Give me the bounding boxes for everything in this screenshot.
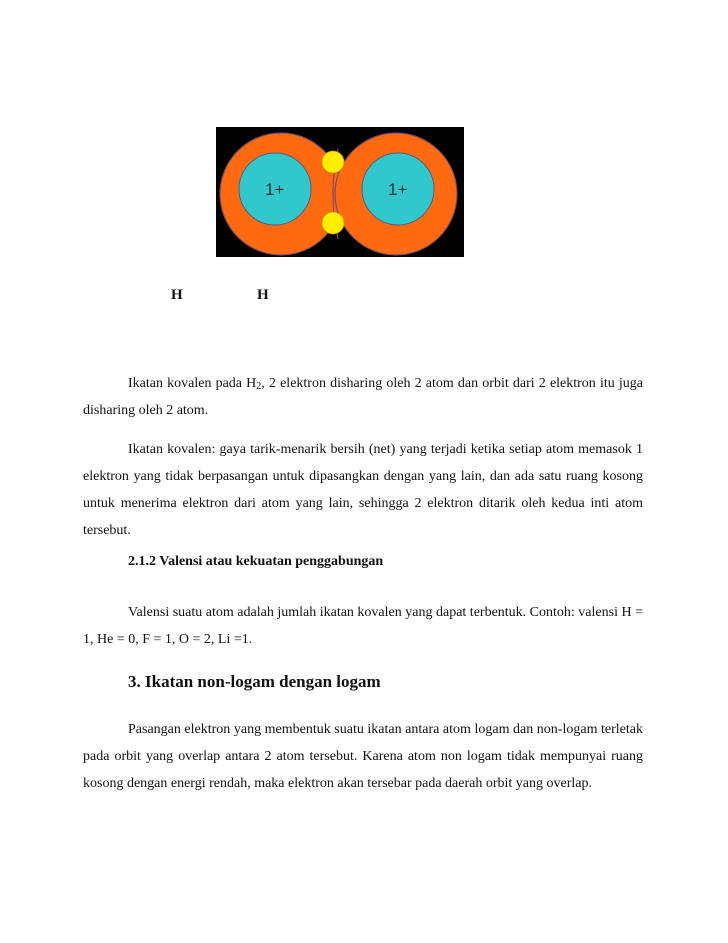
shared-electron-bottom xyxy=(322,212,344,234)
section-heading-3: 3. Ikatan non-logam dengan logam xyxy=(128,672,381,691)
paragraph-covalent-definition: Ikatan kovalen: gaya tarik-menarik bersih (net) yang terjadi ketika setiap atom memasok 1 elektron yang tidak berpasangan untuk dipasangkan dengan yang lain, dan ada satu ruang kosong untuk menerima elektron dari atom yang lain, sehingga 2 elektron ditarik oleh kedua inti atom tersebut. xyxy=(83,442,643,538)
right-nucleus-label: 1+ xyxy=(388,180,408,199)
paragraph-nonmetal-metal: Pasangan elektron yang membentuk suatu ikatan antara atom logam dan non-logam terletak pada orbit yang overlap antara 2 atom tersebut. Karena atom non logam tidak mempunyai ruang kosong dengan energi rendah, maka elektron akan tersebar pada daerah orbit yang overlap. xyxy=(83,722,643,791)
atom-label-left: H xyxy=(171,287,183,303)
shared-electron-top xyxy=(322,151,344,173)
paragraph-h2-bond: Ikatan kovalen pada $H_2$, 2 elektron disharing oleh 2 atom dan orbit dari 2 elektron itu juga disharing oleh 2 atom. xyxy=(83,376,643,418)
paragraph-valence: Valensi suatu atom adalah jumlah ikatan kovalen yang dapat terbentuk. Contoh: valensi H = 1, He = 0, F = 1, O = 2, Li =1. xyxy=(83,605,643,647)
left-nucleus-label: 1+ xyxy=(265,180,285,199)
h2-covalent-bond-diagram xyxy=(216,127,464,257)
atom-label-right: H xyxy=(257,287,269,303)
section-heading-2-1-2: 2.1.2 Valensi atau kekuatan penggabungan xyxy=(128,554,384,569)
